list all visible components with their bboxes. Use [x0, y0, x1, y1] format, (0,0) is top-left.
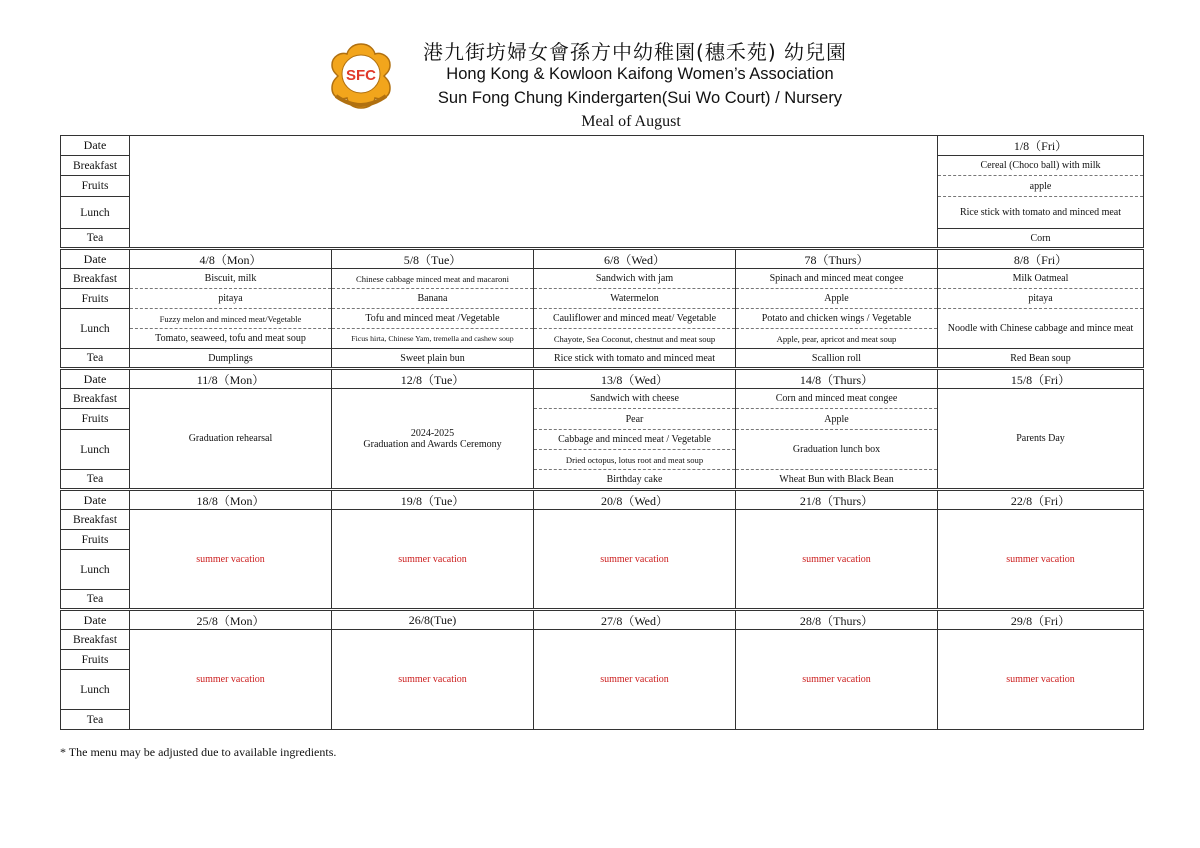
lunch-main-cell: Potato and chicken wings / Vegetable — [736, 309, 938, 329]
date-cell: 1/8（Fri） — [938, 136, 1144, 156]
date-label: Date — [61, 249, 130, 269]
week3-breakfast-row — [61, 389, 1144, 409]
date-cell: 20/8（Wed） — [534, 490, 736, 510]
week5-date-row — [61, 610, 1144, 630]
fruits-cell: Banana — [332, 289, 534, 309]
date-cell: 78（Thurs） — [736, 249, 938, 269]
date-cell: 11/8（Mon） — [130, 369, 332, 389]
tea-label: Tea — [61, 229, 130, 249]
date-cell: 28/8（Thurs） — [736, 610, 938, 630]
lunch-main-cell: Tofu and minced meat /Vegetable — [332, 309, 534, 329]
vacation-cell: summer vacation — [534, 630, 736, 730]
breakfast-label: Breakfast — [61, 510, 130, 530]
lunch-main-cell: Cabbage and minced meat / Vegetable — [534, 430, 736, 450]
date-cell: 14/8（Thurs） — [736, 369, 938, 389]
lunch-cell: Rice stick with tomato and minced meat — [938, 197, 1144, 229]
school-name-chinese: 港九街坊婦女會孫方中幼稚園(穗禾苑) 幼兒園 — [423, 40, 847, 64]
vacation-cell: summer vacation — [736, 630, 938, 730]
lunch-label: Lunch — [61, 309, 130, 349]
tea-label: Tea — [61, 710, 130, 730]
date-cell: 18/8（Mon） — [130, 490, 332, 510]
empty-block — [130, 136, 938, 249]
school-name-english-1: Hong Kong & Kowloon Kaifong Women’s Association — [446, 65, 834, 83]
event-title: Graduation and Awards Ceremony — [363, 438, 502, 450]
lunch-soup-cell: Chayote, Sea Coconut, chestnut and meat soup — [534, 329, 736, 349]
vacation-cell: summer vacation — [938, 510, 1144, 610]
date-cell: 29/8（Fri） — [938, 610, 1144, 630]
lunch-label: Lunch — [61, 670, 130, 710]
date-cell: 13/8（Wed） — [534, 369, 736, 389]
fruits-label: Fruits — [61, 289, 130, 309]
lunch-soup-cell: Ficus hirta, Chinese Yam, tremella and cashew soup — [332, 329, 534, 349]
lunch-soup-cell: Apple, pear, apricot and meat soup — [736, 329, 938, 349]
fruits-cell: pitaya — [130, 289, 332, 309]
lunch-label: Lunch — [61, 197, 130, 229]
breakfast-cell: Corn and minced meat congee — [736, 389, 938, 409]
lunch-label: Lunch — [61, 430, 130, 470]
fruits-cell: Watermelon — [534, 289, 736, 309]
event-year: 2024-2025 — [410, 427, 455, 439]
date-cell: 8/8（Fri） — [938, 249, 1144, 269]
breakfast-label: Breakfast — [61, 389, 130, 409]
date-cell: 25/8（Mon） — [130, 610, 332, 630]
vacation-cell: summer vacation — [938, 630, 1144, 730]
breakfast-cell: Biscuit, milk — [130, 269, 332, 289]
week2-breakfast-row — [61, 269, 1144, 289]
lunch-cell: Noodle with Chinese cabbage and mince meat — [938, 309, 1144, 349]
vacation-cell: summer vacation — [130, 630, 332, 730]
fruits-cell: apple — [938, 176, 1144, 197]
lunch-cell: Graduation lunch box — [736, 430, 938, 470]
date-cell: 15/8（Fri） — [938, 369, 1144, 389]
lunch-main-cell: Fuzzy melon and minced meat/Vegetable — [130, 309, 332, 329]
date-cell: 19/8（Tue） — [332, 490, 534, 510]
date-label: Date — [61, 610, 130, 630]
fruits-label: Fruits — [61, 409, 130, 430]
fruits-cell: Apple — [736, 409, 938, 430]
lunch-main-cell: Cauliflower and minced meat/ Vegetable — [534, 309, 736, 329]
breakfast-cell: Sandwich with jam — [534, 269, 736, 289]
event-cell — [332, 389, 534, 490]
date-cell: 6/8（Wed） — [534, 249, 736, 269]
breakfast-cell: Cereal (Choco ball) with milk — [938, 156, 1144, 176]
menu-subtitle: Meal of August — [581, 113, 681, 130]
vacation-cell: summer vacation — [332, 630, 534, 730]
tea-cell: Sweet plain bun — [332, 349, 534, 369]
date-cell: 22/8（Fri） — [938, 490, 1144, 510]
lunch-soup-cell: Tomato, seaweed, tofu and meat soup — [130, 329, 332, 349]
fruits-label: Fruits — [61, 530, 130, 550]
breakfast-label: Breakfast — [61, 630, 130, 650]
tea-cell: Rice stick with tomato and minced meat — [534, 349, 736, 369]
event-cell: Parents Day — [938, 389, 1144, 490]
fruits-label: Fruits — [61, 176, 130, 197]
school-name-english-2: Sun Fong Chung Kindergarten(Sui Wo Court) / Nursery — [437, 89, 843, 107]
breakfast-cell: Chinese cabbage minced meat and macaroni — [332, 269, 534, 289]
date-cell: 12/8（Tue） — [332, 369, 534, 389]
date-cell: 4/8（Mon） — [130, 249, 332, 269]
tea-label: Tea — [61, 349, 130, 369]
tea-cell: Red Bean soup — [938, 349, 1144, 369]
tea-cell: Wheat Bun with Black Bean — [736, 470, 938, 490]
breakfast-label: Breakfast — [61, 156, 130, 176]
school-logo — [326, 40, 396, 112]
date-label: Date — [61, 369, 130, 389]
tea-label: Tea — [61, 590, 130, 610]
tea-cell: Birthday cake — [534, 470, 736, 490]
fruits-cell: Pear — [534, 409, 736, 430]
date-cell: 5/8（Tue） — [332, 249, 534, 269]
week4-date-row — [61, 490, 1144, 510]
page-header — [0, 0, 1200, 135]
fruits-label: Fruits — [61, 650, 130, 670]
fruits-cell: pitaya — [938, 289, 1144, 309]
week2-lunch-row — [61, 309, 1144, 329]
vacation-cell: summer vacation — [332, 510, 534, 610]
breakfast-cell: Milk Oatmeal — [938, 269, 1144, 289]
fruits-cell: Apple — [736, 289, 938, 309]
event-cell: Graduation rehearsal — [130, 389, 332, 490]
date-label: Date — [61, 136, 130, 156]
date-cell: 21/8（Thurs） — [736, 490, 938, 510]
date-label: Date — [61, 490, 130, 510]
vacation-cell: summer vacation — [736, 510, 938, 610]
lunch-label: Lunch — [61, 550, 130, 590]
week4-breakfast-row — [61, 510, 1144, 530]
breakfast-cell: Sandwich with cheese — [534, 389, 736, 409]
breakfast-label: Breakfast — [61, 269, 130, 289]
week1-date-row — [61, 136, 1144, 156]
week2-fruits-row — [61, 289, 1144, 309]
tea-cell: Dumplings — [130, 349, 332, 369]
week2-date-row — [61, 249, 1144, 269]
vacation-cell: summer vacation — [130, 510, 332, 610]
svg-text:SFC: SFC — [346, 67, 376, 84]
lunch-soup-cell: Dried octopus, lotus root and meat soup — [534, 450, 736, 470]
tea-cell: Scallion roll — [736, 349, 938, 369]
breakfast-cell: Spinach and minced meat congee — [736, 269, 938, 289]
meal-menu-table — [60, 135, 1144, 730]
date-cell: 26/8(Tue) — [332, 610, 534, 630]
week5-breakfast-row — [61, 630, 1144, 650]
date-cell: 27/8（Wed） — [534, 610, 736, 630]
footnote: * The menu may be adjusted due to available ingredients. — [60, 745, 337, 759]
week2-tea-row — [61, 349, 1144, 369]
tea-label: Tea — [61, 470, 130, 490]
vacation-cell: summer vacation — [534, 510, 736, 610]
tea-cell: Corn — [938, 229, 1144, 249]
week3-date-row — [61, 369, 1144, 389]
